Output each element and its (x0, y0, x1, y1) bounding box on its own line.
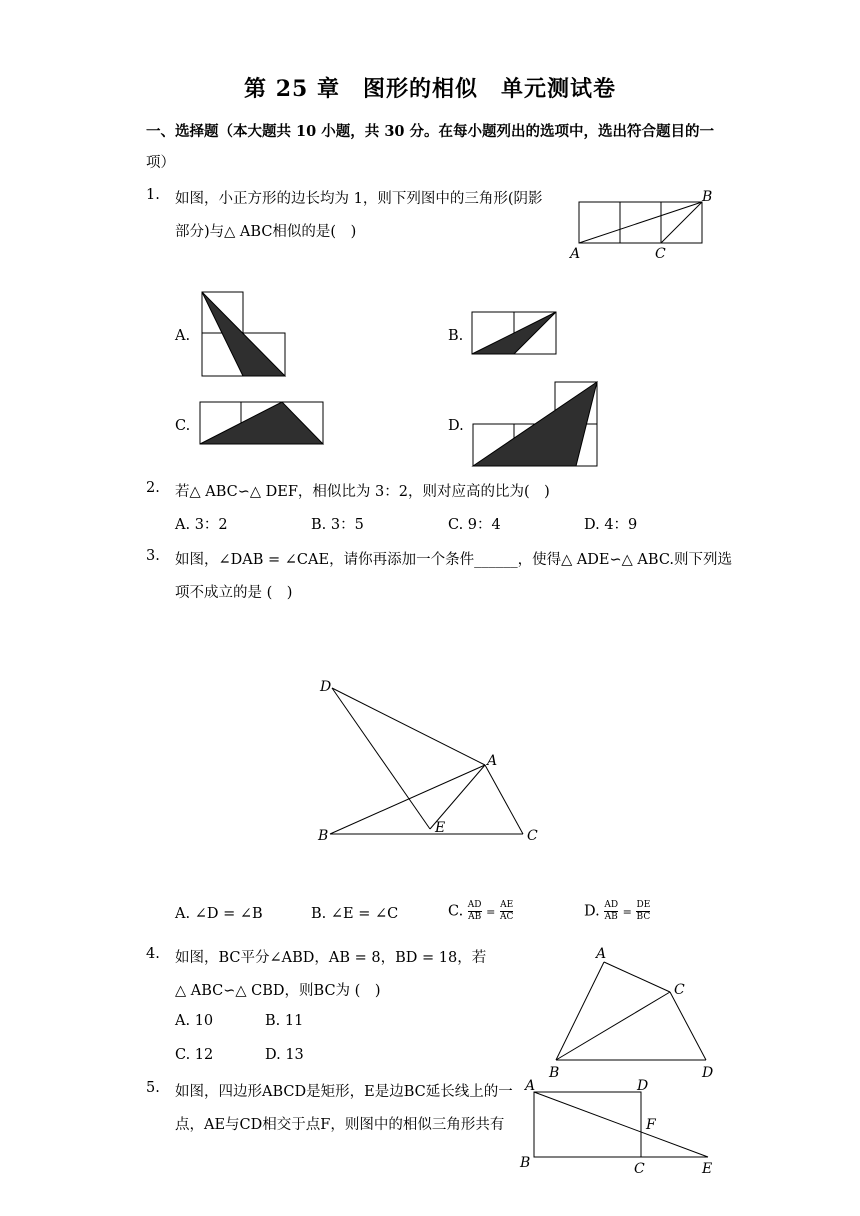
q1-figure-abc (570, 186, 720, 266)
q1-text-line2: 部分)与△ ABC相似的是( ) (175, 224, 357, 240)
q2-option-a[interactable]: A. 3：2 (175, 517, 228, 533)
q2-option-d[interactable]: D. 4：9 (584, 517, 638, 533)
q4-option-c[interactable]: C. 12 (175, 1047, 214, 1063)
q1-option-d-figure[interactable] (472, 381, 600, 469)
q1-label-a: A (570, 246, 581, 262)
q3-label-e: E (435, 820, 446, 836)
q3-text-line2: 项不成立的是 ( ) (175, 585, 293, 601)
q5-label-d: D (637, 1078, 649, 1094)
q3-option-c-prefix: C. (448, 903, 464, 920)
q4-label-c: C (674, 982, 685, 998)
q5-label-b: B (520, 1155, 531, 1171)
q1-option-d-label[interactable]: D. (448, 418, 464, 434)
section-heading-line2: 项） (146, 155, 175, 171)
q3-option-c-frac2: $\frac{AE}{AC}$ (499, 900, 514, 922)
q4-number: 4. (146, 946, 160, 962)
q4-figure (540, 944, 730, 1084)
q3-figure (316, 672, 546, 852)
q2-option-b[interactable]: B. 3：5 (311, 517, 364, 533)
q3-option-b[interactable]: B. ∠E = ∠C (311, 906, 399, 922)
q1-option-c-figure[interactable] (199, 401, 327, 447)
q3-option-c-eq: = (486, 905, 496, 919)
q1-label-b: B (702, 189, 713, 205)
q5-label-c: C (634, 1161, 645, 1177)
q3-label-c: C (527, 828, 538, 844)
q5-number: 5. (146, 1080, 160, 1096)
section-heading-line1: 一、选择题（本大题共 10 小题，共 30 分。在每小题列出的选项中，选出符合题目的一 (146, 123, 715, 140)
q1-option-b-figure[interactable] (471, 311, 561, 357)
q5-label-e: E (702, 1161, 713, 1177)
q3-text-line1: 如图，∠DAB = ∠CAE，请你再添加一个条件______，使得△ ADE∽△ ABC.则下列选 (175, 552, 733, 568)
q3-label-b: B (318, 828, 329, 844)
q3-label-a: A (487, 753, 498, 769)
q3-option-a[interactable]: A. ∠D = ∠B (175, 906, 263, 922)
q1-text-line1: 如图，小正方形的边长均为 1，则下列图中的三角形(阴影 (175, 191, 543, 207)
q1-option-b-label[interactable]: B. (448, 328, 464, 344)
q3-label-d: D (320, 679, 332, 695)
q4-text-line2: △ ABC∽△ CBD，则BC为 ( ) (175, 983, 381, 999)
q1-number: 1. (146, 187, 160, 203)
q2-option-c[interactable]: C. 9：4 (448, 517, 501, 533)
q5-text-line1: 如图，四边形ABCD是矩形，E是边BC延长线上的一 (175, 1084, 513, 1100)
q2-number: 2. (146, 480, 160, 496)
q3-option-c[interactable] (448, 900, 513, 923)
q3-number: 3. (146, 548, 160, 564)
q5-text-line2: 点，AE与CD相交于点F，则图中的相似三角形共有 (175, 1117, 505, 1133)
q1-option-c-label[interactable]: C. (175, 418, 191, 434)
q4-option-d[interactable]: D. 13 (265, 1047, 304, 1063)
q2-text: 若△ ABC∽△ DEF，相似比为 3：2，则对应高的比为( ) (175, 484, 550, 500)
q3-option-d-prefix: D. (584, 903, 600, 920)
q5-figure (516, 1076, 726, 1176)
page-title: 第 25 章 图形的相似 单元测试卷 (244, 76, 616, 102)
q3-option-d-frac2: $\frac{DE}{BC}$ (636, 900, 651, 922)
q1-option-a-label[interactable]: A. (175, 328, 191, 344)
q4-label-d: D (702, 1065, 714, 1081)
q3-option-c-frac1: $\frac{AD}{AB}$ (467, 900, 482, 922)
q1-option-a-figure[interactable] (200, 290, 290, 380)
q4-label-b: B (549, 1065, 560, 1081)
q4-option-a[interactable]: A. 10 (175, 1013, 214, 1029)
q5-label-a: A (525, 1078, 536, 1094)
q3-option-d-frac1: $\frac{AD}{AB}$ (604, 900, 619, 922)
q4-label-a: A (596, 946, 607, 962)
q4-text-line1: 如图，BC平分∠ABD，AB = 8，BD = 18，若 (175, 950, 487, 966)
q1-label-c: C (655, 246, 666, 262)
q4-option-b[interactable]: B. 11 (265, 1013, 304, 1029)
q3-option-d[interactable] (584, 900, 650, 923)
q3-option-d-eq: = (622, 905, 632, 919)
q5-label-f: F (646, 1117, 656, 1133)
